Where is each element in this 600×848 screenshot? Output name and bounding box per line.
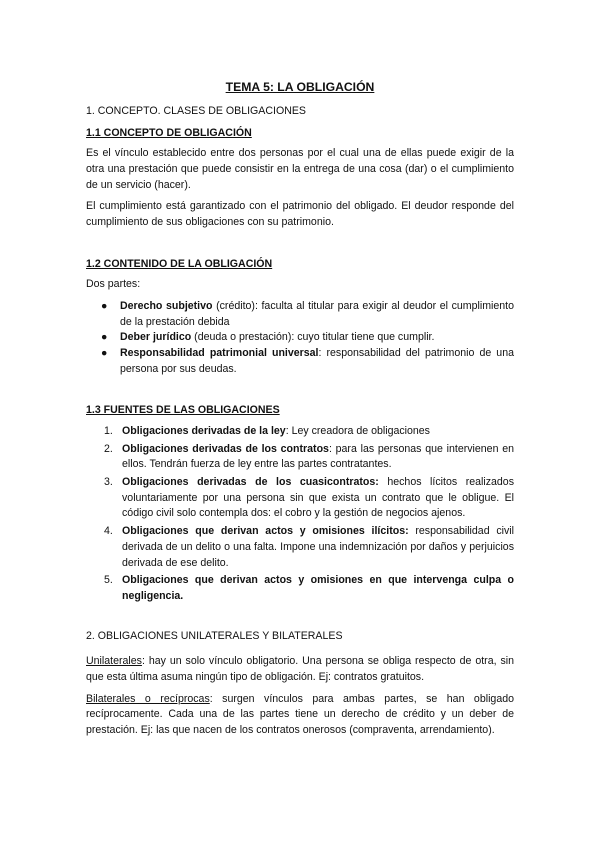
- list-item: [101, 330, 514, 346]
- list-item-term: Deber jurídico: [120, 331, 192, 344]
- list-item-text: (deuda o prestación): cuyo titular tiene que cumplir.: [191, 331, 435, 344]
- list-item-term: Derecho subjetivo: [120, 300, 213, 313]
- list-item: [101, 299, 515, 330]
- content-list: [86, 299, 514, 377]
- list-item-term: Obligaciones derivadas de la ley: [122, 425, 286, 438]
- list-item: [104, 424, 514, 440]
- list-item-text: hechos lícitos realizados voluntariamente por una persona sin que exista un contrato que le obligue. El código civil solo contempla dos: el cobro y la gestión de negocios ajenos.: [122, 476, 514, 520]
- content-intro: Dos partes:: [86, 278, 141, 291]
- list-item-text: : responsabilidad del patrimonio de una persona por sus deudas.: [120, 347, 514, 375]
- subsection-1-3-heading: 1.3 FUENTES DE LAS OBLIGACIONES: [86, 404, 280, 417]
- list-item-term: Obligaciones que derivan actos y omisiones ilícitos:: [122, 525, 409, 538]
- section-2-heading: 2. OBLIGACIONES UNILATERALES Y BILATERALES: [86, 629, 343, 642]
- list-item: [104, 573, 514, 604]
- section-1-heading: 1. CONCEPTO. CLASES DE OBLIGACIONES: [86, 105, 306, 118]
- unilateral-paragraph: [86, 654, 514, 685]
- bullet-icon: ●: [101, 347, 108, 360]
- list-item: [101, 346, 514, 377]
- bilateral-term: Bilaterales o recíprocas: [86, 692, 210, 705]
- subsection-1-1-heading: 1.1 CONCEPTO DE OBLIGACIÓN: [86, 126, 252, 139]
- list-item: [104, 442, 514, 473]
- list-item-term: Responsabilidad patrimonial universal: [120, 347, 319, 360]
- concept-paragraph-1: Es el vínculo establecido entre dos personas por el cual una de ellas puede exigir de la otra una prestación que puede consistir en la entrega de una cosa (dar) o el cumplimiento de un servicio (hacer).: [86, 147, 514, 191]
- list-item-text: (crédito): faculta al titular para exigir al deudor el cumplimiento de la prestación debida: [120, 300, 515, 328]
- page-title: TEMA 5: LA OBLIGACIÓN: [225, 80, 375, 94]
- bilateral-text: : surgen vínculos para ambas partes, se han obligado recíprocamente. Cada una de las partes tiene un derecho de crédito y un deber de prestación. Ej: las que nacen de los contratos onerosos (compraventa, arrendamiento).: [86, 692, 514, 736]
- list-item: [104, 475, 514, 522]
- list-item-term: Obligaciones derivadas de los contratos: [122, 442, 329, 455]
- list-item-text: : para las personas que intervienen en ellos. Tendrán fuerza de ley entre las partes contratantes.: [122, 442, 514, 471]
- list-item-number: 3.: [104, 476, 113, 489]
- list-item-number: 5.: [104, 574, 113, 587]
- unilateral-term: Unilaterales: [86, 655, 142, 668]
- list-item-text: : Ley creadora de obligaciones: [285, 425, 430, 438]
- sources-list: [86, 424, 514, 604]
- concept-paragraph-2: El cumplimiento está garantizado con el patrimonio del obligado. El deudor responde del cumplimiento de sus obligaciones con su patrimonio.: [86, 200, 514, 229]
- list-item-number: 1.: [104, 425, 113, 438]
- list-item-number: 4.: [104, 525, 113, 538]
- list-item: [104, 524, 514, 571]
- unilateral-text: : hay un solo vínculo obligatorio. Una persona se obliga respecto de otra, sin que esta última asuma ningún tipo de obligación. Ej: contratos gratuitos.: [86, 655, 514, 683]
- list-item-text: responsabilidad civil derivada de un delito o una falta. Impone una indemnización por daños y perjuicios derivada de ese delito.: [122, 525, 514, 569]
- bilateral-paragraph: [86, 692, 514, 739]
- list-item-term: Obligaciones que derivan actos y omisiones en que intervenga culpa o negligencia.: [122, 574, 514, 602]
- subsection-1-2-heading: 1.2 CONTENIDO DE LA OBLIGACIÓN: [86, 257, 273, 270]
- bullet-icon: ●: [101, 331, 108, 344]
- bullet-icon: ●: [101, 300, 108, 313]
- list-item-number: 2.: [104, 442, 113, 455]
- list-item-term: Obligaciones derivadas de los cuasicontratos:: [122, 476, 379, 489]
